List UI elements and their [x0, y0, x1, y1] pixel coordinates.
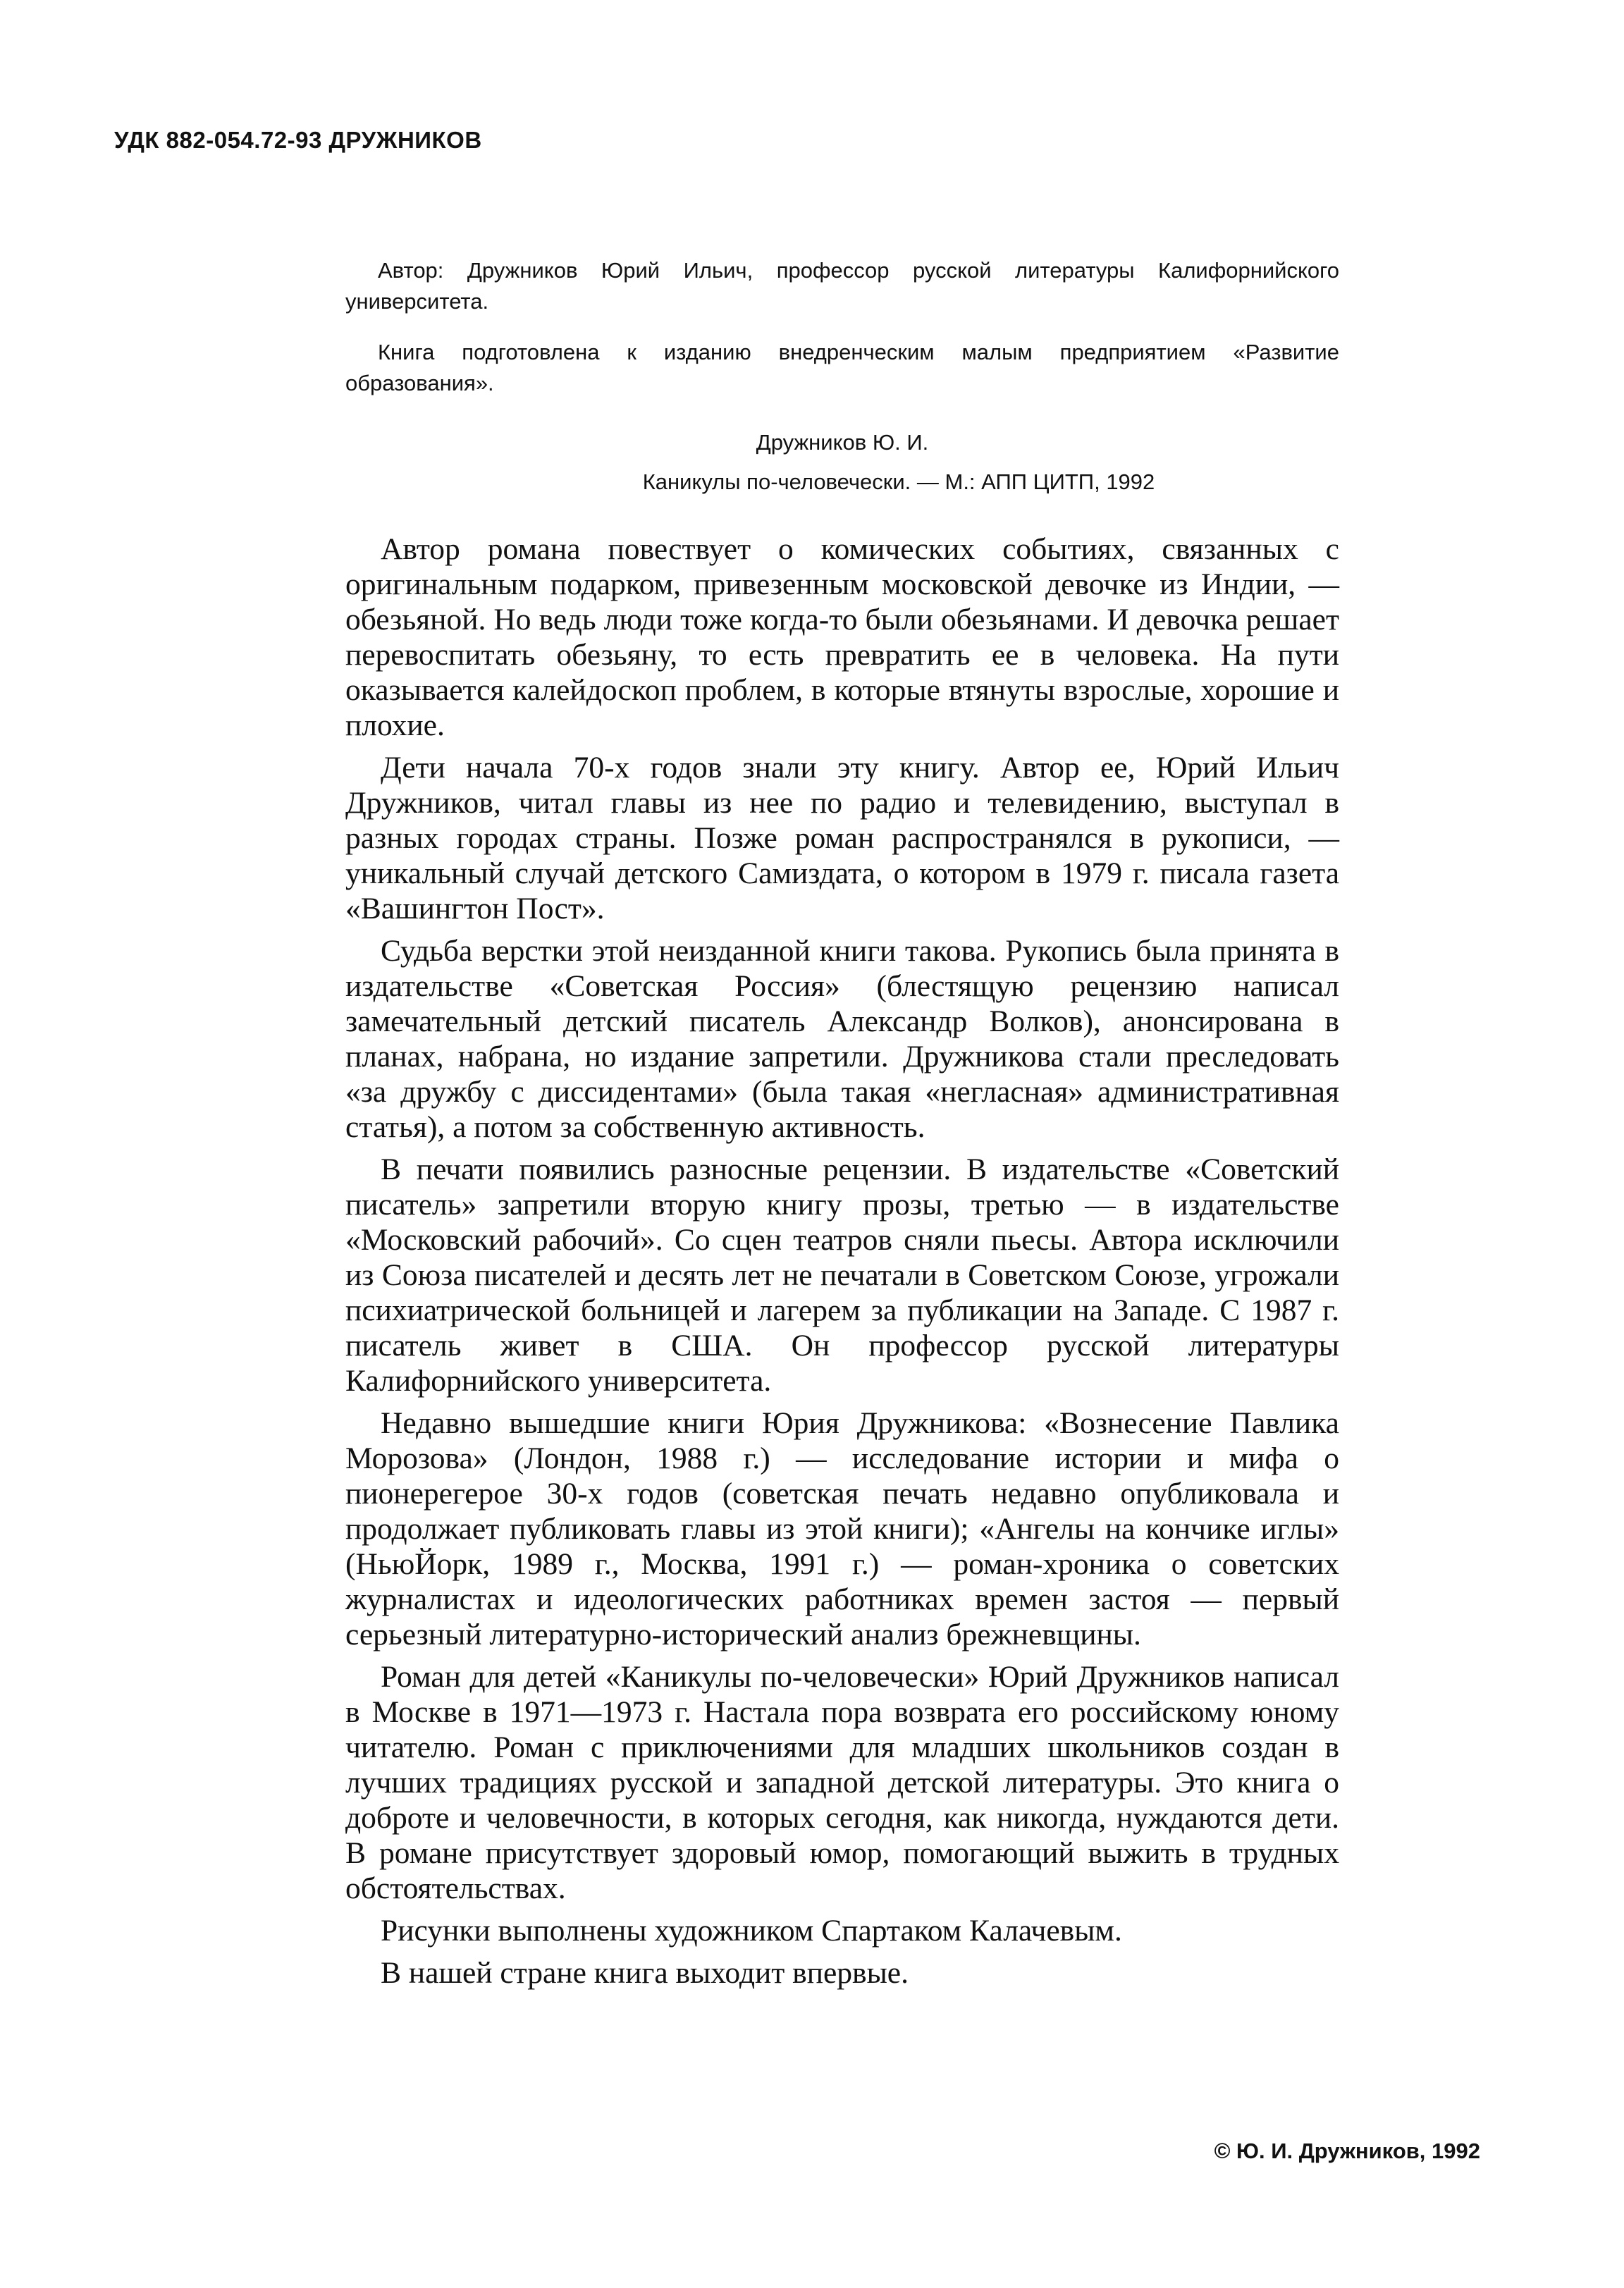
annotation-text: [345, 531, 1339, 1998]
biblio-author: Дружников Ю. И.: [756, 430, 929, 455]
paragraph: В печати появились разносные рецензии. В издательстве «Советский писатель» запретили вторую книгу прозы, третью — в издательстве «Московский рабочий». Со сцен театров сняли пьесы. Автора исключили из Союза писателей и десять лет не печатали в Советском Союзе, угрожали психиатрической больницей и лагерем за публикации на Западе. С 1987 г. писатель живет в США. Он профессор русской литературы Калифорнийского университета.: [345, 1152, 1339, 1398]
publisher-note: Книга подготовлена к изданию внедренческим малым предприятием «Развитие образования».: [345, 340, 1339, 395]
biblio-title-line: Каникулы по-человечески. — М.: АПП ЦИТП, 1992: [642, 469, 1155, 494]
author-note: Автор: Дружников Юрий Ильич, профессор русской литературы Калифорнийского университета.: [345, 258, 1339, 314]
paragraph: В нашей стране книга выходит впервые.: [381, 1956, 909, 1990]
paragraph: Недавно вышедшие книги Юрия Дружникова: «Вознесение Павлика Морозова» (Лондон, 1988 г.) — исследование истории и мифа о пионерегерое 30-х годов (советская печать недавно опубликовала и продолжает публиковать главы из этой книги); «Ангелы на кончике иглы» (НьюЙорк, 1989 г., Москва, 1991 г.) — роман-хроника о советских журналистах и идеологических работниках времен застоя — первый серьезный литературно-исторический анализ брежневщины.: [345, 1406, 1339, 1652]
paragraph: Автор романа повествует о комических событиях, связанных с оригинальным подарком, привезенным московской девочке из Индии, — обезьяной. Но ведь люди тоже когда-то были обезьянами. И девочка решает перевоспитать обезьяну, то есть превратить ее в человека. На пути оказывается калейдоскоп проблем, в которые втянуты взрослые, хорошие и плохие.: [345, 532, 1339, 742]
paragraph: Дети начала 70-х годов знали эту книгу. Автор ее, Юрий Ильич Дружников, читал главы из нее по радио и телевидению, выступал в разных городах страны. Позже роман распространялся в рукописи, — уникальный случай детского Самиздата, о котором в 1979 г. писала газета «Вашингтон Пост».: [345, 751, 1339, 925]
paragraph: Рисунки выполнены художником Спартаком Калачевым.: [381, 1914, 1122, 1948]
copyright-notice: © Ю. И. Дружников, 1992: [1214, 2139, 1480, 2163]
paragraph: Роман для детей «Каникулы по-человечески» Юрий Дружников написал в Москве в 1971—1973 г. Настала пора возврата его российскому юному читателю. Роман с приключениями для младших школьников создан в лучших традициях русской и западной детской литературы. Это книга о доброте и человечности, в которых сегодня, как никогда, нуждаются дети. В романе присутствует здоровый юмор, помогающий выжить в трудных обстоятельствах.: [345, 1660, 1339, 1905]
bibliographic-record: [345, 423, 1339, 502]
udk-classification: УДК 882-054.72-93 ДРУЖНИКОВ: [114, 127, 482, 153]
paragraph: Судьба верстки этой неизданной книги такова. Рукопись была принята в издательстве «Советская Россия» (блестящую рецензию написал замечательный детский писатель Александр Волков), анонсирована в планах, набрана, но издание запретили. Дружникова стали преследовать «за дружбу с диссидентами» (была такая «негласная» административная статья), а потом за собственную активность.: [345, 934, 1339, 1144]
